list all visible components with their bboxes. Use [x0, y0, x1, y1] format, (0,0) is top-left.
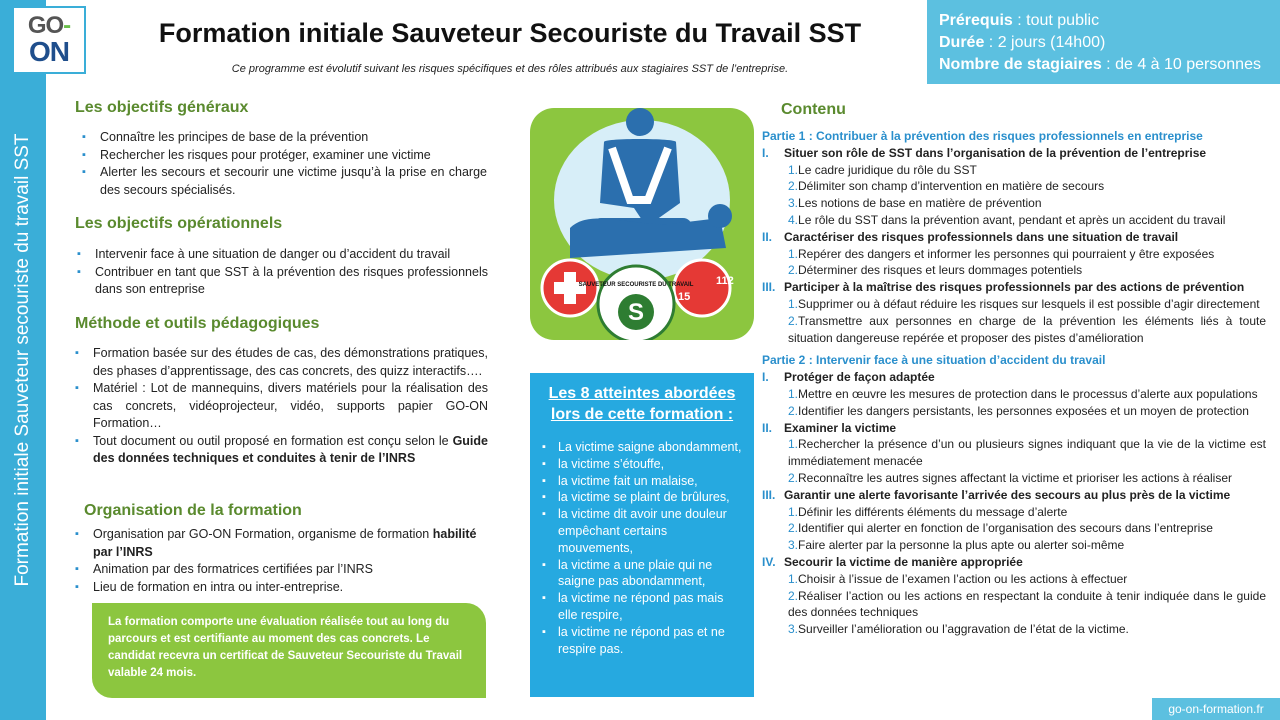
list-item: ▪ Organisation par GO-ON Formation, organisme de formation habilité par l’INRS: [73, 526, 488, 561]
objectifs-generaux-title: Les objectifs généraux: [75, 99, 249, 116]
website-link[interactable]: go-on-formation.fr: [1152, 698, 1280, 720]
go-on-logo: [12, 6, 86, 74]
content-item: 2.Reconnaître les autres signes affectant la victime et prioriser les actions à réaliser: [788, 470, 1232, 485]
objectifs-operationnels-list: [75, 246, 488, 299]
logo-on: ON: [29, 36, 69, 67]
content-item: 1.Définir les différents éléments du message d’alerte: [788, 504, 1068, 519]
logo-go: GO: [27, 12, 64, 39]
content-item: 2.Réaliser l’action ou les actions en respectant la conduite à tenir indiquée dans le guide des données techniques: [788, 588, 1266, 620]
list-item: ▪ Alerter les secours et secourir une victime jusqu’à la prise en charge des secours spécialisés.: [80, 164, 487, 199]
contenu-body: [762, 128, 1266, 638]
list-item: ▪ la victime a une plaie qui ne saigne pas abondamment,: [540, 557, 742, 591]
list-item: ▪ Lieu de formation en intra ou inter-entreprise.: [73, 579, 488, 597]
logo-dash: -: [63, 12, 71, 39]
list-item: ▪ Intervenir face à une situation de danger ou d’accident du travail: [75, 246, 488, 264]
content-item: 1.Choisir à l’issue de l’examen l’action ou les actions à effectuer: [788, 571, 1128, 586]
content-item: 3.Faire alerter par la personne la plus apte ou alerter soi-même: [788, 538, 1125, 553]
badge-text: SAUVETEUR SECOURISTE DU TRAVAIL: [578, 282, 694, 288]
content-item: 2.Déterminer des risques et leurs dommages potentiels: [788, 263, 1083, 278]
part-2-title: Partie 2 : Intervenir face à une situation d’accident du travail: [762, 353, 1106, 368]
list-item: ▪ Connaître les principes de base de la prévention: [80, 129, 487, 147]
phone-15-label: 15: [678, 291, 691, 303]
content-item: 2.Identifier qui alerter en fonction de l’organisation des secours dans l’entreprise: [788, 521, 1213, 536]
methode-list: [73, 345, 488, 468]
info-box: [927, 0, 1280, 84]
section-heading: II. Examiner la victime: [762, 420, 897, 435]
list-item: ▪ Contribuer en tant que SST à la prévention des risques professionnels dans son entreprise: [75, 264, 488, 299]
page-subtitle: Ce programme est évolutif suivant les risques spécifiques et des rôles attribués aux stagiaires SST de l’entreprise.: [231, 63, 789, 75]
content-item: 3.Les notions de base en matière de prévention: [788, 196, 1042, 211]
list-item: ▪ la victime se plaint de brûlures,: [540, 489, 742, 506]
content-item: 1.Supprimer ou à défaut réduire les risques sur lesquels il est possible d’agir directement: [788, 296, 1260, 311]
objectifs-operationnels-title: Les objectifs opérationnels: [75, 215, 283, 232]
organisation-title: Organisation de la formation: [84, 502, 302, 519]
content-item: 1.Le cadre juridique du rôle du SST: [788, 162, 977, 177]
part-1-title: Partie 1 : Contribuer à la prévention des risques professionnels en entreprise: [762, 129, 1203, 143]
section-heading: I. Protéger de façon adaptée: [762, 370, 935, 385]
atteintes-panel: [530, 373, 754, 697]
part-2-sections: [762, 369, 1266, 638]
list-item: ▪ la victime fait un malaise,: [540, 473, 742, 490]
info-duree: Durée : 2 jours (14h00): [939, 34, 1106, 51]
list-item: ▪ Formation basée sur des études de cas, des démonstrations pratiques, des phases d’apprentissage, des cas concrets, des quizz interactifs….: [73, 345, 488, 380]
contenu-title: Contenu: [781, 101, 846, 118]
list-item: ▪ la victime s’étouffe,: [540, 456, 742, 473]
badge-letter: S: [627, 299, 645, 326]
section-heading: IV. Secourir la victime de manière appropriée: [762, 554, 1023, 569]
content-item: 4.Le rôle du SST dans la prévention avant, pendant et après un accident du travail: [788, 212, 1226, 227]
left-sidebar: [0, 0, 46, 720]
content-item: 1.Repérer des dangers et informer les personnes qui pourraient y être exposées: [788, 246, 1215, 261]
content-item: 2.Délimiter son champ d’intervention en matière de secours: [788, 179, 1105, 194]
page-title: Formation initiale Sauveteur Secouriste du Travail SST: [158, 18, 862, 48]
cpr-illustration: [530, 108, 754, 340]
info-prerequis: Prérequis : tout public: [939, 12, 1100, 29]
phone-112-label: 112: [716, 275, 734, 287]
organisation-list: [73, 526, 488, 596]
list-item: ▪ la victime ne répond pas mais elle respire,: [540, 590, 742, 624]
section-heading: I. Situer son rôle de SST dans l’organisation de la prévention de l’entreprise: [762, 145, 1207, 160]
list-item: ▪ Animation par des formatrices certifiées par l’INRS: [73, 561, 488, 579]
content-item: 1.Mettre en œuvre les mesures de protection dans le processus d’alerte aux populations: [788, 386, 1258, 401]
section-heading: III. Garantir une alerte favorisante l’arrivée des secours au plus près de la victime: [762, 487, 1231, 502]
sidebar-title: Formation initiale Sauveteur secouriste du travail SST: [12, 133, 33, 587]
part-1-sections: [762, 145, 1266, 347]
list-item: ▪ la victime dit avoir une douleur empêchant certains mouvements,: [540, 506, 742, 556]
sst-illustration-panel: [530, 108, 754, 340]
list-item: ▪ La victime saigne abondamment,: [540, 439, 742, 456]
content-item: 1.Rechercher la présence d’un ou plusieurs signes indiquant que la vie de la victime est immédiatement menacée: [788, 437, 1266, 469]
info-stagiaires: Nombre de stagiaires : de 4 à 10 personnes: [939, 56, 1261, 73]
list-item: ▪ Rechercher les risques pour protéger, examiner une victime: [80, 147, 487, 165]
evaluation-box: La formation comporte une évaluation réalisée tout au long du parcours et est certifiante au moment des cas concrets. Le candidat recevra un certificat de Sauveteur Secouriste du Travail valable 24 mois.: [92, 603, 486, 698]
section-heading: II. Caractériser des risques professionnels dans une situation de travail: [762, 229, 1179, 244]
content-item: 2.Transmettre aux personnes en charge de la prévention les éléments liés à toute situation dangereuse repérée et proposer des pistes d’amélioration: [788, 313, 1266, 345]
list-item: ▪ Tout document ou outil proposé en formation est conçu selon le Guide des données techniques et conduites à tenir de l’INRS: [73, 433, 488, 468]
objectifs-generaux-list: [80, 129, 487, 199]
methode-title: Méthode et outils pédagogiques: [75, 315, 320, 332]
list-item: ▪ la victime ne répond pas et ne respire pas.: [540, 624, 742, 658]
list-item: ▪ Matériel : Lot de mannequins, divers matériels pour la réalisation des cas concrets, vidéoprojecteur, vidéo, supports papier GO-ON Formation…: [73, 380, 488, 433]
content-item: 2.Identifier les dangers persistants, les personnes exposées et un moyen de protection: [788, 403, 1249, 418]
content-item: 3.Surveiller l’amélioration ou l’aggravation de l’état de la victime.: [788, 622, 1129, 637]
atteintes-title: Les 8 atteintes abordées lors de cette formation :: [548, 385, 736, 423]
section-heading: III. Participer à la maîtrise des risques professionnels par des actions de prévention: [762, 280, 1245, 295]
atteintes-list: [530, 439, 754, 657]
